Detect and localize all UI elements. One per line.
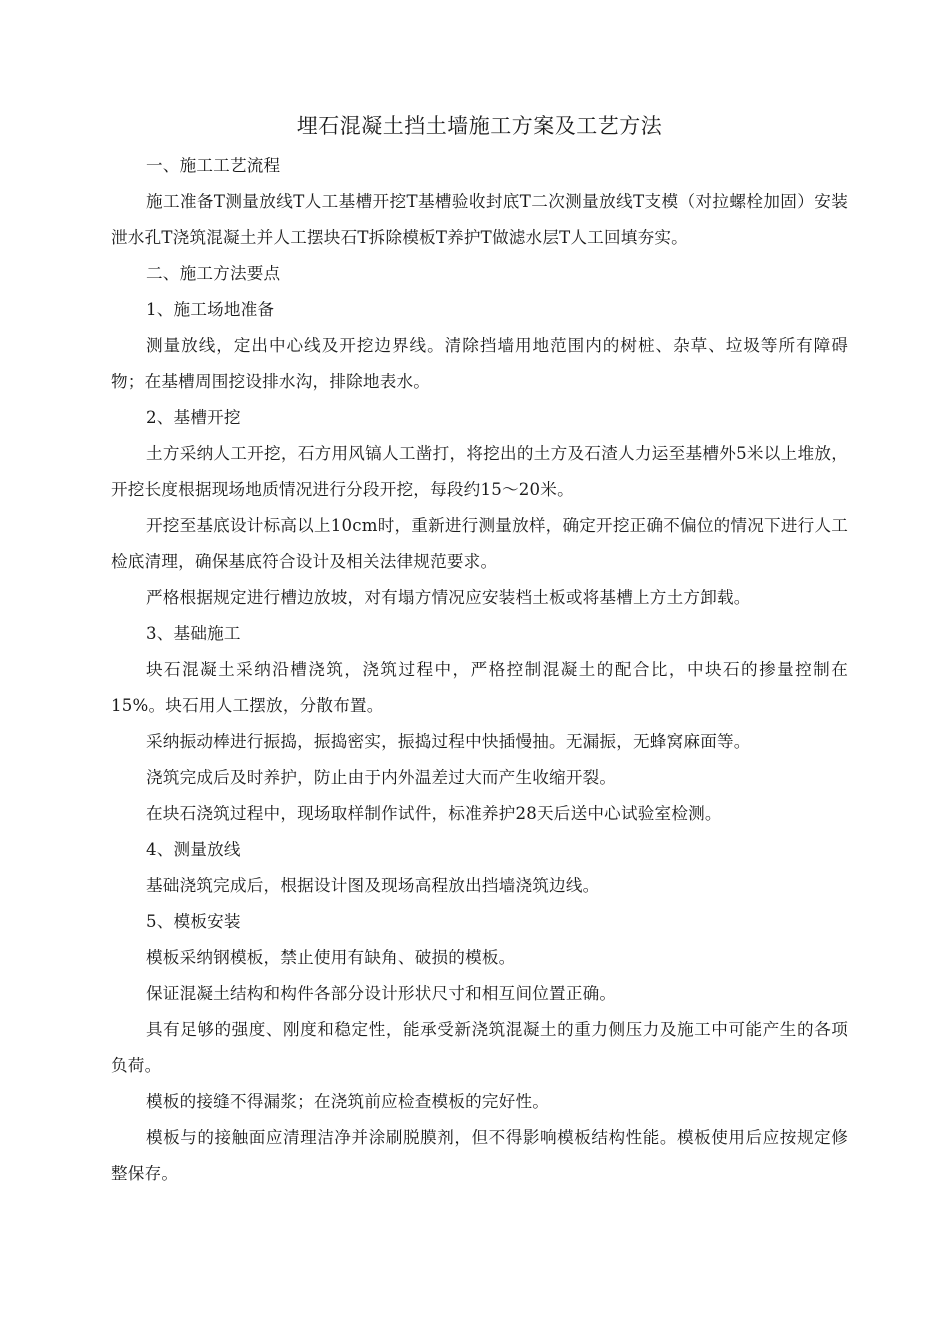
paragraph: 具有足够的强度、刚度和稳定性，能承受新浇筑混凝土的重力侧压力及施工中可能产生的各项负荷。: [111, 1020, 848, 1075]
subsection-heading: 2、基槽开挖: [146, 408, 241, 427]
paragraph: 浇筑完成后及时养护，防止由于内外温差过大而产生收缩开裂。: [146, 768, 617, 787]
paragraph: 基础浇筑完成后，根据设计图及现场高程放出挡墙浇筑边线。: [146, 876, 600, 895]
subsection-heading: 4、测量放线: [146, 840, 241, 859]
document-body: [111, 110, 848, 1192]
paragraph: 开挖至基底设计标高以上10cm时，重新进行测量放样，确定开挖正确不偏位的情况下进行人工检底清理，确保基底符合设计及相关法律规范要求。: [111, 516, 848, 571]
paragraph: 严格根据规定进行槽边放坡，对有塌方情况应安装档土板或将基槽上方土方卸载。: [146, 588, 751, 607]
paragraph: 保证混凝土结构和构件各部分设计形状尺寸和相互间位置正确。: [146, 984, 617, 1003]
subsection-heading: 5、模板安装: [146, 912, 241, 931]
document-title: 埋石混凝土挡土墙施工方案及工艺方法: [296, 114, 663, 138]
section-heading: 二、施工方法要点: [146, 264, 281, 283]
paragraph: 测量放线，定出中心线及开挖边界线。清除挡墙用地范围内的树桩、杂草、垃圾等所有障碍物；在基槽周围挖设排水沟，排除地表水。: [111, 336, 848, 391]
paragraph: 模板的接缝不得漏浆；在浇筑前应检查模板的完好性。: [146, 1092, 550, 1111]
subsection-heading: 3、基础施工: [146, 624, 241, 643]
paragraph: 采纳振动棒进行振捣，振捣密实，振捣过程中快插慢抽。无漏振，无蜂窝麻面等。: [146, 732, 751, 751]
paragraph: 块石混凝土采纳沿槽浇筑，浇筑过程中，严格控制混凝土的配合比，中块石的掺量控制在15%。块石用人工摆放，分散布置。: [111, 660, 848, 715]
section-heading: 一、施工工艺流程: [146, 156, 281, 175]
paragraph: 土方采纳人工开挖，石方用风镐人工凿打，将挖出的土方及石渣人力运至基槽外5米以上堆放，开挖长度根据现场地质情况进行分段开挖，每段约15〜20米。: [111, 444, 848, 499]
subsection-heading: 1、施工场地准备: [146, 300, 275, 319]
paragraph: 施工准备T测量放线T人工基槽开挖T基槽验收封底T二次测量放线T支模（对拉螺栓加固）安装泄水孔T浇筑混凝土并人工摆块石T拆除模板T养护T做滤水层T人工回填夯实。: [111, 192, 848, 247]
paragraph: 模板与的接触面应清理洁净并涂刷脱膜剂，但不得影响模板结构性能。模板使用后应按规定修整保存。: [111, 1128, 848, 1183]
paragraph: 在块石浇筑过程中，现场取样制作试件，标准养护28天后送中心试验室检测。: [146, 804, 722, 823]
paragraph: 模板采纳钢模板，禁止使用有缺角、破损的模板。: [146, 948, 516, 967]
